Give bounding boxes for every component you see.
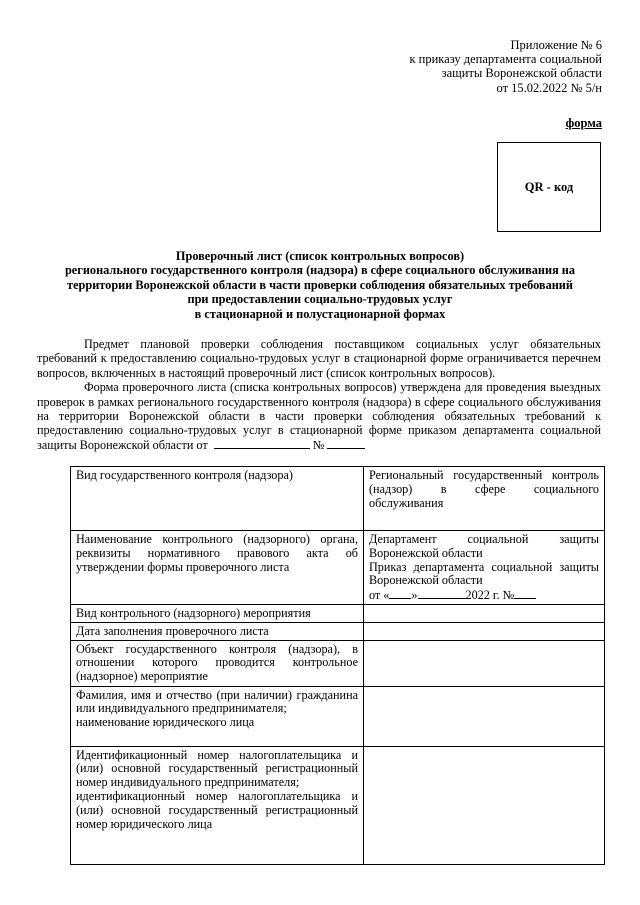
appendix-department-line: защиты Воронежской области bbox=[441, 66, 602, 81]
date-quote: » bbox=[411, 588, 418, 603]
table-row bbox=[71, 605, 605, 623]
legal-inn-label: идентификационный номер налогоплательщика и (или) основной государственный регистрационный номер юридического лица bbox=[76, 788, 358, 831]
title-line: территории Воронежской области в части проверки соблюдения обязательных требований bbox=[67, 277, 573, 292]
qr-label: QR - код bbox=[524, 179, 574, 194]
body-text bbox=[37, 337, 601, 452]
order-date-blank bbox=[214, 438, 310, 449]
title-line: Проверочный лист (список контрольных вопросов) bbox=[175, 249, 465, 263]
appendix-order-line: к приказу департамента социальной bbox=[409, 52, 602, 67]
legal-entity-label: наименование юридического лица bbox=[76, 715, 255, 730]
paragraph-approval bbox=[37, 380, 601, 452]
table-cell-empty bbox=[364, 746, 605, 864]
number-blank bbox=[514, 588, 536, 599]
day-blank bbox=[389, 588, 411, 599]
month-blank bbox=[418, 588, 466, 599]
table-row bbox=[71, 531, 605, 605]
table-cell-empty bbox=[364, 605, 605, 623]
table-row bbox=[71, 746, 605, 864]
person-name-label: Фамилия, имя и отчество (при наличии) гражданина или индивидуального предпринимателя; bbox=[76, 687, 358, 716]
order-number-sign: № bbox=[312, 437, 325, 452]
table-cell-empty bbox=[364, 686, 605, 746]
qr-code-placeholder bbox=[497, 142, 601, 232]
table-cell: Региональный государственный контроль (надзор) в сфере социального обслуживания bbox=[364, 467, 605, 531]
table-cell-empty bbox=[364, 640, 605, 686]
table-cell bbox=[71, 686, 364, 746]
authority-name: Департамент социальной защиты Воронежской области bbox=[369, 532, 599, 560]
table-row bbox=[71, 622, 605, 640]
title-line: при предоставлении социально-трудовых услуг bbox=[187, 292, 453, 307]
appendix-date-line: от 15.02.2022 № 5/н bbox=[496, 80, 602, 95]
table-cell bbox=[364, 531, 605, 605]
order-number-blank bbox=[327, 438, 365, 449]
paragraph-subject: Предмет плановой проверки соблюдения поставщиком социальных услуг обязательных требований к предоставлению социально-трудовых услуг в стационарной форме ограничивается перечнем вопросов, включенных в настоящий проверочный лист (список контрольных вопросов). bbox=[37, 337, 601, 380]
appendix-number: Приложение № 6 bbox=[510, 38, 602, 52]
appendix-header bbox=[342, 38, 602, 95]
table-cell: Наименование контрольного (надзорного) органа, реквизиты нормативного правового акта об утверждении формы проверочного листа bbox=[71, 531, 364, 605]
table-cell: Объект государственного контроля (надзора), в отношении которого проводится контрольное (надзорное) мероприятие bbox=[71, 640, 364, 686]
title-line: в стационарной и полустационарной формах bbox=[194, 306, 446, 321]
table-row bbox=[71, 640, 605, 686]
approval-order: Приказ департамента социальной защиты Воронежской области bbox=[369, 559, 599, 588]
table-cell: Вид контрольного (надзорного) мероприятия bbox=[71, 605, 364, 623]
ip-inn-label: Идентификационный номер налогоплательщика и (или) основной государственный регистрационный номер индивидуального предпринимателя; bbox=[76, 747, 358, 790]
forma-label: форма bbox=[565, 116, 602, 130]
table-cell bbox=[71, 746, 364, 864]
year-number: 2022 г. № bbox=[465, 588, 515, 603]
table-row bbox=[71, 686, 605, 746]
title-line: регионального государственного контроля (надзора) в сфере социального обслуживания на bbox=[64, 263, 576, 278]
date-prefix: от « bbox=[369, 588, 390, 603]
approval-order-date bbox=[369, 588, 599, 603]
info-table bbox=[70, 466, 605, 865]
document-title bbox=[40, 249, 600, 321]
table-cell: Вид государственного контроля (надзора) bbox=[71, 467, 364, 531]
table-row bbox=[71, 467, 605, 531]
table-cell-empty bbox=[364, 622, 605, 640]
table-cell: Дата заполнения проверочного листа bbox=[71, 622, 364, 640]
paragraph-approval-text: Форма проверочного листа (списка контрольных вопросов) утверждена для проведения выездных проверок в рамках регионального государственного контроля (надзора) в сфере социального обслуживания на территории Воронежской области в части проверки соблюдения обязательных требований к предоставлению социально-трудовых услуг в стационарной форме приказом департамента социальной защиты Воронежской области от bbox=[37, 380, 601, 452]
